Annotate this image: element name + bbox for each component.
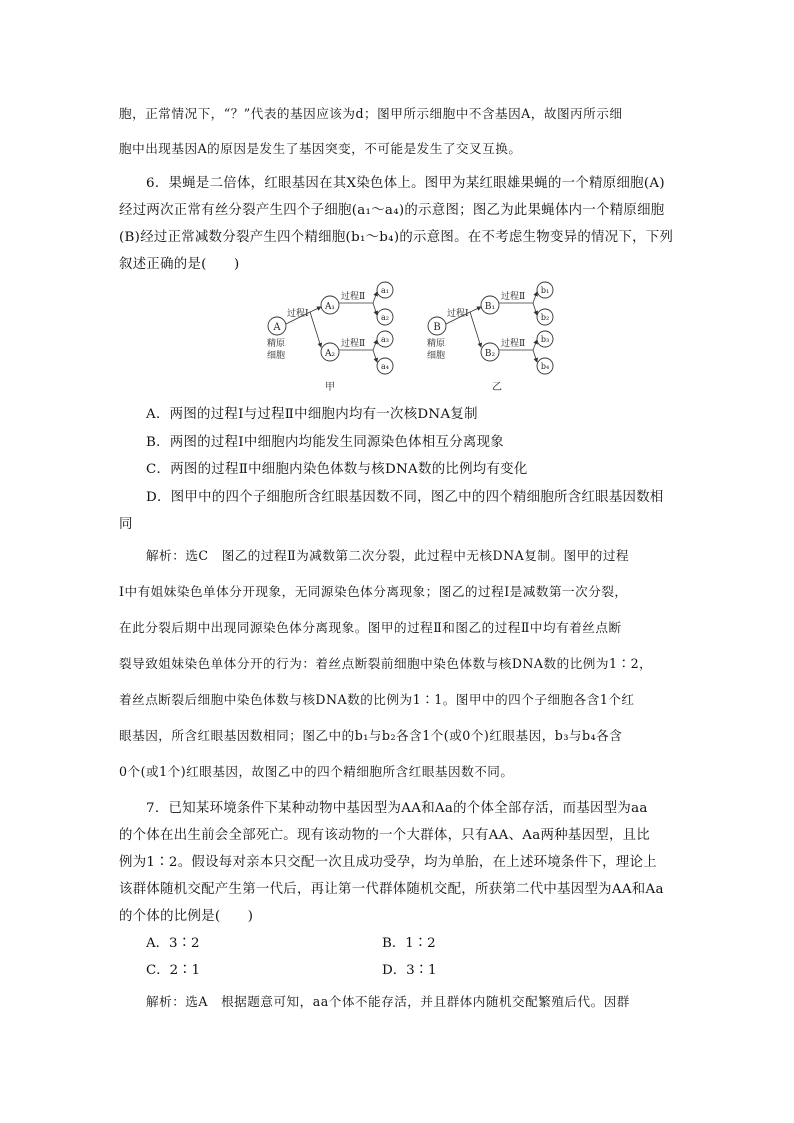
text-line: 胞中出现基因A的原因是发生了基因突变，不可能是发生了交叉互换。 [119,141,522,156]
question-7-stem: 7．已知某环境条件下某种动物中基因型为AA和Aa的个体全部存活，而基因型为aa [146,801,648,816]
node-B2: B₂ [484,349,496,359]
text-line: 例为1∶2。假设每对亲本只交配一次且成功受孕，均为单胎，在上述环境条件下，理论上 [119,855,657,870]
option-a: A．两图的过程Ⅰ与过程Ⅱ中细胞内均有一次核DNA复制 [146,407,478,422]
text-line: 0个(或1个)红眼基因，故图乙中的四个精细胞所含红眼基因数不同。 [119,764,514,779]
text-line: 同 [119,517,133,532]
cell-label: 精原 [427,339,446,349]
node-b1: b₁ [540,286,550,295]
process-1-label: 过程Ⅰ [287,309,309,319]
text-line: 叙述正确的是( ) [119,257,240,272]
figure-left-jia [267,282,393,393]
option-d: D．3∶1 [382,963,437,978]
node-b4: b₄ [540,362,550,371]
node-A: A [273,322,281,333]
process-2-label: 过程Ⅱ [341,292,366,302]
node-b2: b₂ [540,313,550,322]
text-line: 在此分裂后期中出现同源染色体分离现象。图甲的过程Ⅱ和图乙的过程Ⅱ中均有着丝点断 [119,620,622,635]
option-a: A．3∶2 [146,936,200,951]
process-2-label: 过程Ⅱ [501,339,526,349]
text-line: 裂导致姐妹染色单体分开的行为：着丝点断裂前细胞中染色体数与核DNA数的比例为1∶2， [119,656,653,671]
question-6-stem: 6．果蝇是二倍体，红眼基因在其X染色体上。图甲为某红眼雄果蝇的一个精原细胞(A) [146,176,665,191]
text-line: 经过两次正常有丝分裂产生四个子细胞(a₁～a₄)的示意图；图乙为此果蝇体内一个精原细胞 [119,203,665,218]
text-line: 眼基因，所含红眼基因数相同；图乙中的b₁与b₂各含1个(或0个)红眼基因，b₃与b₄各含 [119,728,623,743]
solution-7: 解析：选A 根据题意可知，aa个体不能存活，并且群体内随机交配繁殖后代。因群 [146,994,630,1009]
figure-right-yi [427,282,553,393]
text-line: 着丝点断裂后细胞中染色体数与核DNA数的比例为1∶1。图甲中的四个子细胞各含1个红 [119,692,635,707]
option-d: D．图甲中的四个子细胞所含红眼基因数不同，图乙中的四个精细胞所含红眼基因数相 [146,490,664,505]
node-A1: A₁ [324,302,336,312]
option-b: B．1∶2 [382,936,436,951]
cell-label: 精原 [267,339,286,349]
cell-label: 细胞 [427,351,446,361]
text-line: 该群体随机交配产生第一代后，再让第一代群体随机交配，所获第二代中基因型为AA和Aa [119,882,664,897]
node-A2: A₂ [324,349,336,359]
option-b: B．两图的过程Ⅰ中细胞内均能发生同源染色体相互分离现象 [146,435,504,450]
solution-6: 解析：选C 图乙的过程Ⅱ为减数第二次分裂，此过程中无核DNA复制。图甲的过程 [146,548,630,563]
node-a4: a₄ [381,362,389,371]
text-line: 的个体在出生前会全部死亡。现有该动物的一个大群体，只有AA、Aa两种基因型，且比 [119,828,651,843]
process-1-label: 过程Ⅰ [447,309,469,319]
cell-division-figure [255,280,565,396]
option-c: C．2∶1 [146,963,201,978]
node-b3: b₃ [540,335,550,344]
node-a2: a₂ [381,313,389,322]
process-2-label: 过程Ⅱ [341,339,366,349]
text-line: Ⅰ中有姐妹染色单体分开现象，无同源染色体分离现象；图乙的过程Ⅰ是减数第一次分裂， [119,584,628,599]
text-line: (B)经过正常减数分裂产生四个精细胞(b₁～b₄)的示意图。在不考虑生物变异的情况下，下列 [119,230,674,245]
node-B1: B₁ [484,302,496,312]
figure-caption-yi: 乙 [492,382,502,393]
option-c: C．两图的过程Ⅱ中细胞内染色体数与核DNA数的比例均有变化 [146,462,528,477]
cell-division-diagram [255,280,565,396]
text-line: 胞，正常情况下，“？”代表的基因应该为d；图甲所示细胞中不含基因A，故图丙所示细 [119,106,623,121]
figure-caption-jia: 甲 [325,382,335,393]
cell-label: 细胞 [267,351,286,361]
node-a1: a₁ [381,286,389,295]
process-2-label: 过程Ⅱ [501,292,526,302]
node-a3: a₃ [381,335,389,344]
node-B: B [433,322,441,333]
text-line: 的个体的比例是( ) [119,909,254,924]
